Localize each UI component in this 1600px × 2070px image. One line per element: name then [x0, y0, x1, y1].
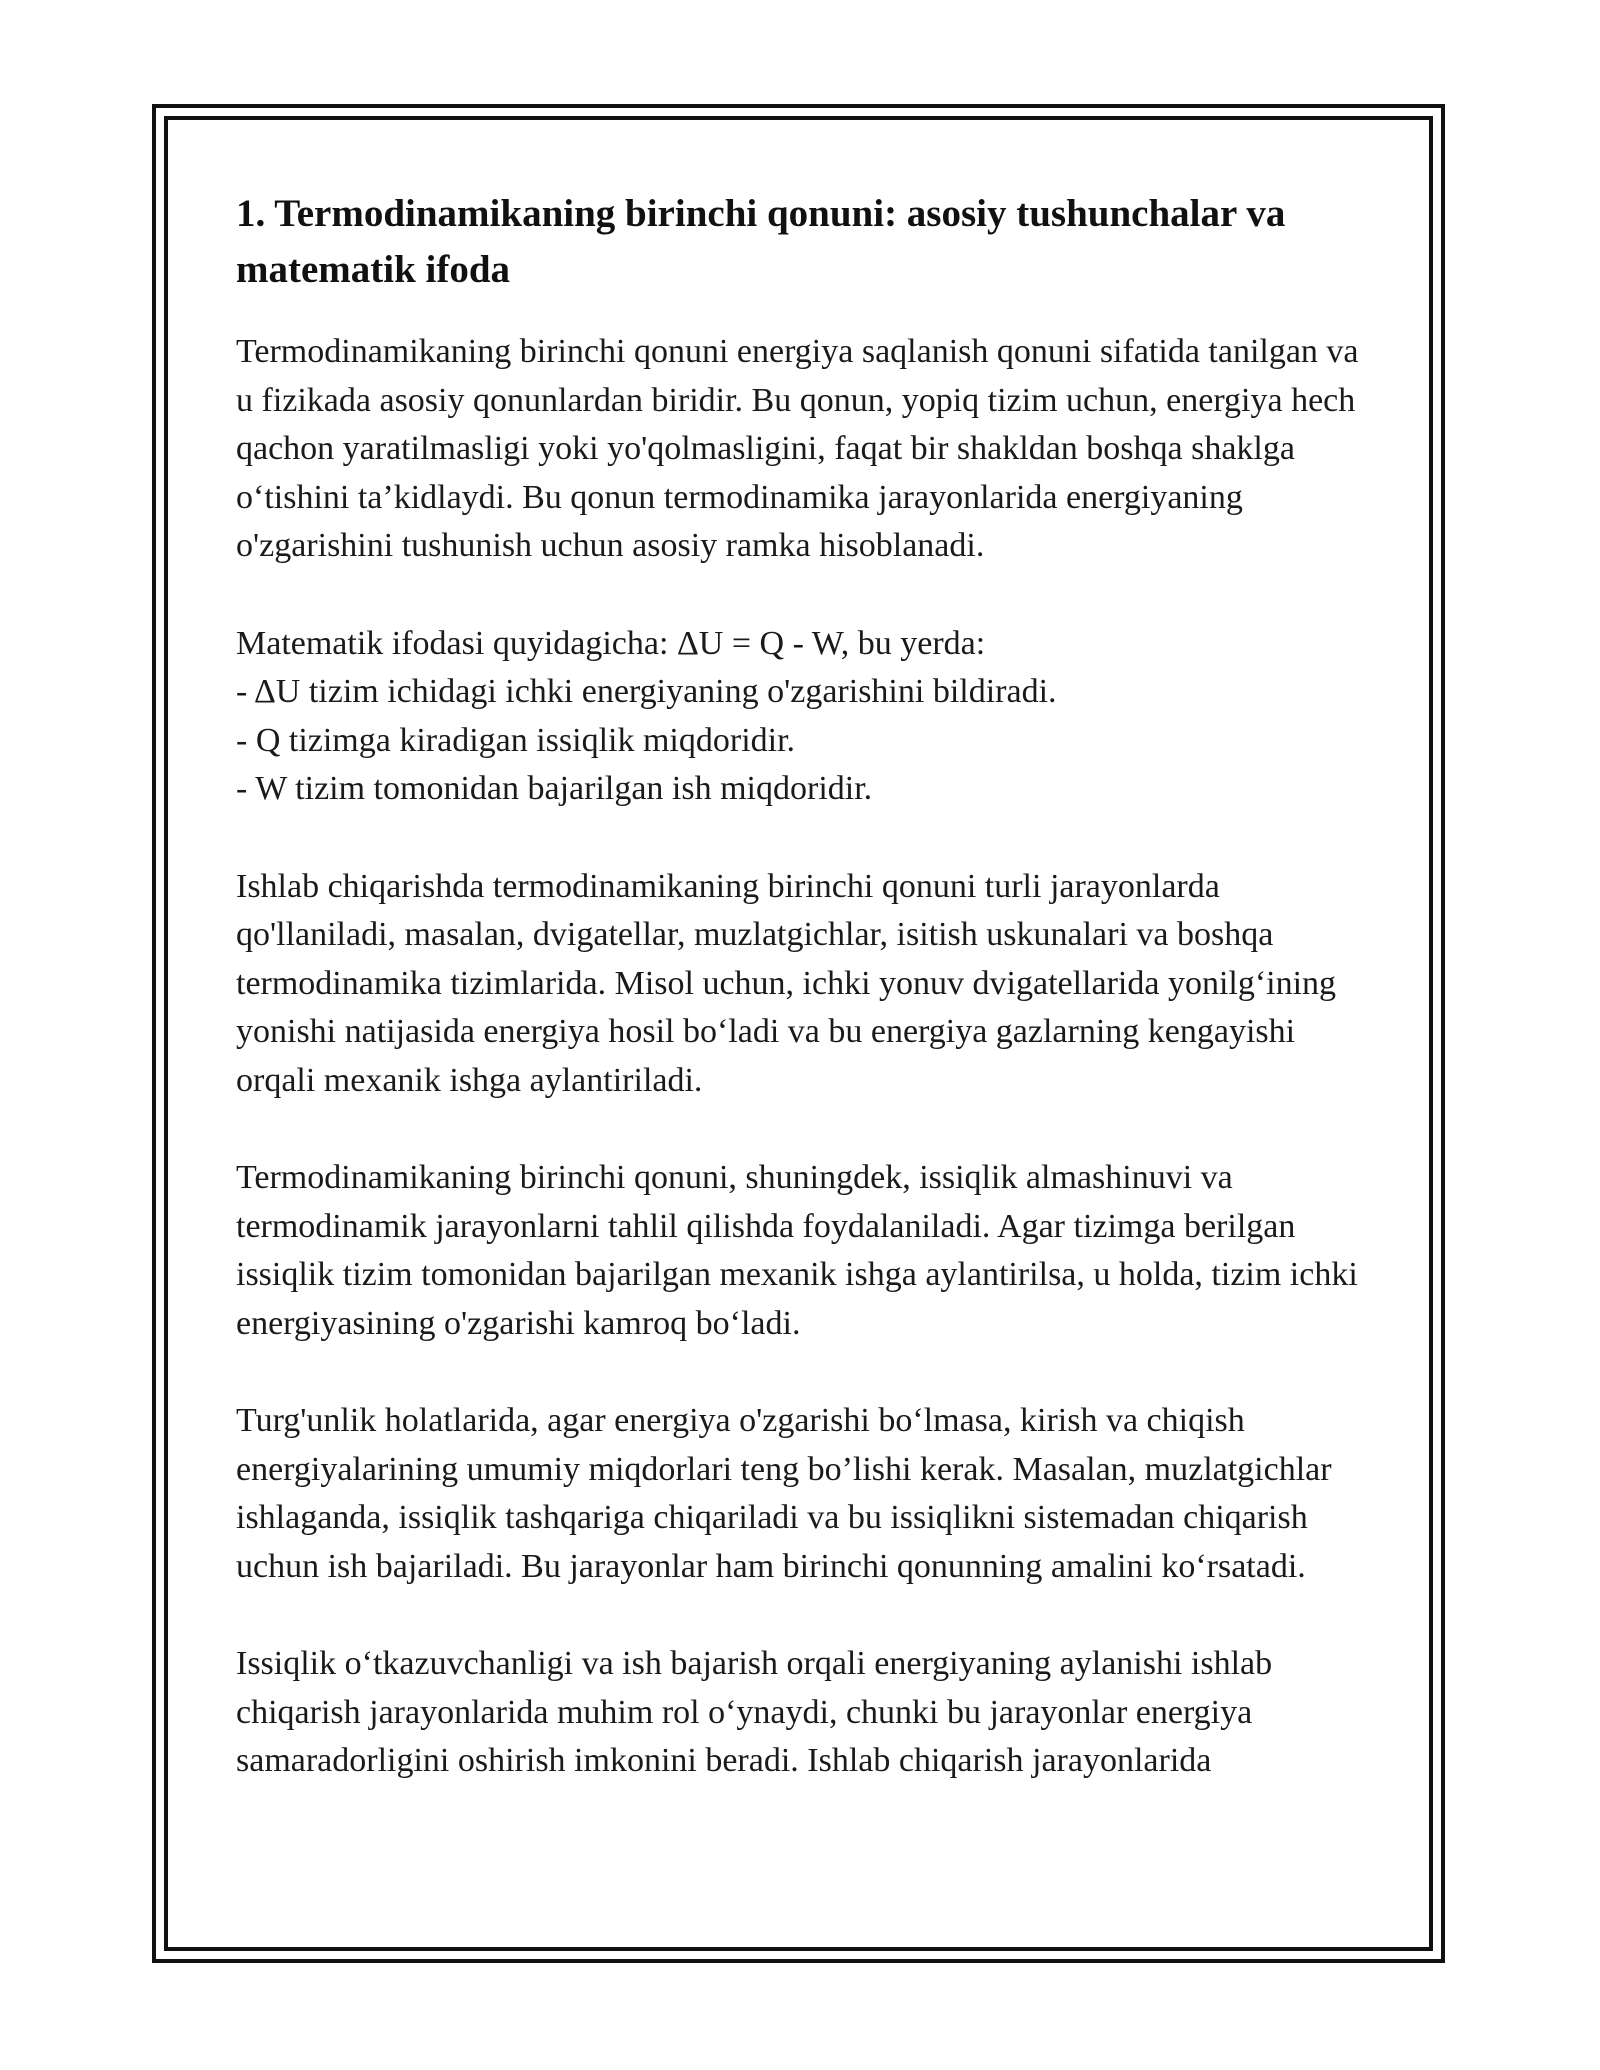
document-body — [236, 186, 1366, 1835]
paragraph-formula — [236, 620, 1366, 814]
paragraph-heat-exchange: Termodinamikaning birinchi qonuni, shuningdek, issiqlik almashinuvi va termodinamik jarayonlarni tahlil qilishda foydalaniladi. Agar tizimga berilgan issiqlik tizim tomonidan bajarilgan mexanik ishga aylantirilsa, u holda, tizim ichki energiyasining o'zgarishi kamroq bo‘ladi. — [236, 1159, 1358, 1342]
section-heading: 1. Termodinamikaning birinchi qonuni: asosiy tushunchalar va matematik ifoda — [236, 192, 1286, 291]
paragraph-production: Ishlab chiqarishda termodinamikaning birinchi qonuni turli jarayonlarda qo'llaniladi, masalan, dvigatellar, muzlatgichlar, isitish uskunalari va boshqa termodinamika tizimlarida. Misol uchun, ichki yonuv dvigatellarida yonilg‘ining yonishi natijasida energiya hosil bo‘ladi va bu energiya gazlarning kengayishi orqali mexanik ishga aylantiriladi. — [236, 867, 1337, 1099]
formula-item-q: - Q tizimga kiradigan issiqlik miqdoridir. — [236, 721, 796, 759]
formula-line: Matematik ifodasi quyidagicha: ΔU = Q - W, bu yerda: — [236, 624, 986, 662]
paragraph-steady-state: Turg'unlik holatlarida, agar energiya o'zgarishi bo‘lmasa, kirish va chiqish energiyalarining umumiy miqdorlari teng bo’lishi kerak. Masalan, muzlatgichlar ishlaganda, issiqlik tashqariga chiqariladi va bu issiqlikni sistemadan chiqarish uchun ish bajariladi. Bu jarayonlar ham birinchi qonunning amalini ko‘rsatadi. — [236, 1402, 1332, 1585]
formula-item-delta-u: - ΔU tizim ichidagi ichki energiyaning o'zgarishini bildiradi. — [236, 673, 1057, 710]
paragraph-conductivity: Issiqlik o‘tkazuvchanligi va ish bajarish orqali energiyaning aylanishi ishlab chiqarish jarayonlarida muhim rol o‘ynaydi, chunki bu jarayonlar energiya samaradorligini oshirish imkonini beradi. Ishlab chiqarish jarayonlarida — [236, 1645, 1273, 1779]
formula-item-w: - W tizim tomonidan bajarilgan ish miqdoridir. — [236, 770, 873, 807]
paragraph-intro: Termodinamikaning birinchi qonuni energiya saqlanish qonuni sifatida tanilgan va u fizikada asosiy qonunlardan biridir. Bu qonun, yopiq tizim uchun, energiya hech qachon yaratilmasligi yoki yo'qolmasligini, faqat bir shakldan boshqa shaklga o‘tishini ta’kidlaydi. Bu qonun termodinamika jarayonlarida energiyaning o'zgarishini tushunish uchun asosiy ramka hisoblanadi. — [236, 333, 1359, 564]
